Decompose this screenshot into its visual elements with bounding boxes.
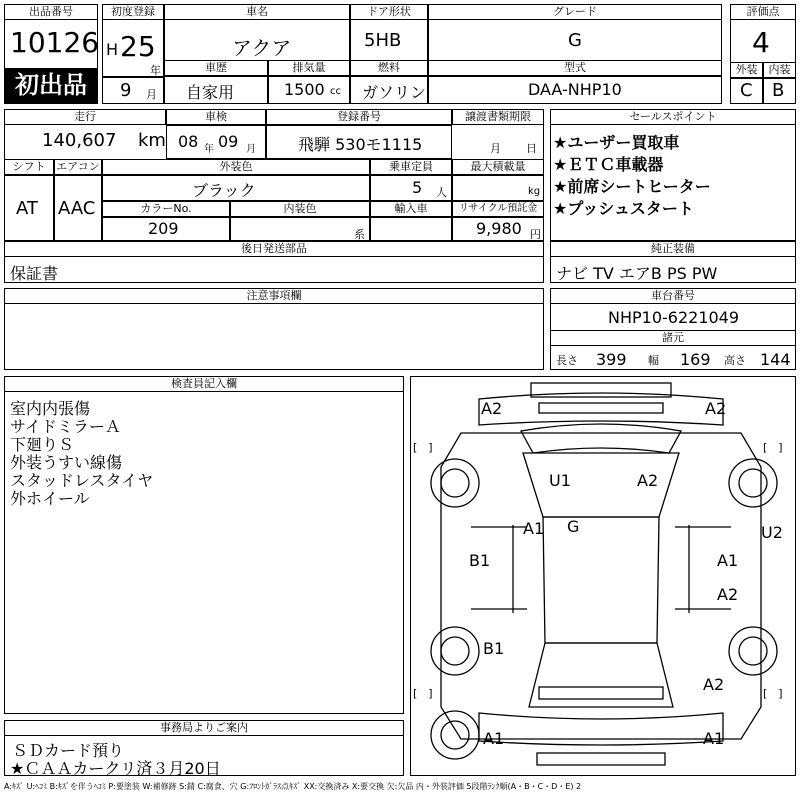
damage-mark: A2 xyxy=(481,399,503,418)
diagram-bracket: [ ] xyxy=(413,687,433,700)
damage-diagram xyxy=(410,376,796,776)
first-listing-badge: 初出品 xyxy=(5,68,97,103)
inspector-line: 室内内張傷 xyxy=(10,399,91,418)
int-color-label: 内装色 xyxy=(230,201,370,217)
int-score: B xyxy=(772,80,785,101)
insp-year: 08 xyxy=(178,132,199,151)
displacement: 1500 xyxy=(284,80,325,99)
first-reg-label: 初度登録 xyxy=(102,4,164,20)
damage-mark: A2 xyxy=(703,675,725,694)
reg-number: 飛騨 530モ1115 xyxy=(298,135,423,154)
damage-mark: G xyxy=(567,517,580,536)
score: 4 xyxy=(752,26,770,59)
int-color-cell xyxy=(230,217,370,241)
chassis-label: 車台番号 xyxy=(550,288,796,304)
damage-mark: U2 xyxy=(761,523,783,542)
import-cell xyxy=(370,217,452,241)
shift: AT xyxy=(16,198,38,219)
transfer-month: 月 xyxy=(490,142,501,155)
damage-mark: A2 xyxy=(705,399,727,418)
height-label: 高さ xyxy=(724,354,746,367)
disp-unit: cc xyxy=(330,86,341,97)
height: 144 xyxy=(760,350,791,369)
sales-point: ★ユーザー買取車 xyxy=(553,133,680,152)
name-label: 車名 xyxy=(164,4,350,20)
legend: A:ｷｽﾞ U:ﾍｺﾐ B:ｷｽﾞを伴うﾍｺﾐ P:要塗装 W:補修跡 S:錆 C:腐食、穴 G:ﾌﾛﾝﾄｶﾞﾗｽ点ｷｽﾞ XX:交換済み X:要交換 欠:欠品 内・外装評価 5段階ﾗﾝｸ順(A・B・C・D・E) 2 xyxy=(4,782,582,791)
width-label: 幅 xyxy=(648,354,659,367)
capacity: 5 xyxy=(412,178,423,197)
reg-label: 登録番号 xyxy=(266,109,452,125)
ext-label: 外装 xyxy=(730,62,763,78)
damage-mark: B1 xyxy=(483,639,505,658)
int-color-unit: 系 xyxy=(354,228,365,241)
mileage-label: 走行 xyxy=(4,109,166,125)
damage-mark: A1 xyxy=(717,551,739,570)
inspector-label: 検査員記入欄 xyxy=(4,376,404,392)
sales-label: セールスポイント xyxy=(550,109,796,125)
displacement-label: 排気量 xyxy=(268,60,350,76)
import-label: 輸入車 xyxy=(370,201,452,217)
inspector-line: サイドミラーＡ xyxy=(10,417,121,436)
reg-month: 9 xyxy=(120,80,132,101)
model-label: 型式 xyxy=(428,60,722,76)
insp-month-unit: 月 xyxy=(246,144,256,155)
history-label: 車歴 xyxy=(164,60,268,76)
lot-number: 10126 xyxy=(10,26,100,59)
inspector-line: スタッドレスタイヤ xyxy=(10,471,154,490)
inspector-line: 外ホイール xyxy=(10,489,90,508)
ac-label: エアコン xyxy=(54,159,102,175)
mileage-unit: km xyxy=(138,130,166,151)
inspection-label: 車検 xyxy=(166,109,266,125)
equipment-value: ナビ TV エアB PS PW xyxy=(556,264,718,283)
office-line: ★ＣＡＡカークリ済３月20日 xyxy=(10,759,221,778)
month-unit: 月 xyxy=(146,88,157,101)
chassis-number: NHP10-6221049 xyxy=(608,308,740,327)
damage-mark: A2 xyxy=(637,471,659,490)
width: 169 xyxy=(680,350,711,369)
sales-point: ★前席シートヒーター xyxy=(553,177,711,196)
sales-point: ★ＥＴＣ車載器 xyxy=(553,155,664,174)
length-label: 長さ xyxy=(556,354,578,367)
car-name: アクア xyxy=(232,36,292,60)
year-unit: 年 xyxy=(150,64,161,77)
fuel: ガソリン xyxy=(362,83,427,102)
ext-score: C xyxy=(740,80,753,101)
transfer-day: 日 xyxy=(526,142,537,155)
office-label: 事務局よりご案内 xyxy=(4,720,404,736)
color: ブラック xyxy=(192,181,256,200)
damage-mark: A1 xyxy=(703,729,725,748)
damage-mark: U1 xyxy=(549,471,571,490)
transfer-label: 譲渡書類期限 xyxy=(452,109,544,125)
door-type: 5HB xyxy=(364,30,402,51)
length: 399 xyxy=(596,350,627,369)
damage-mark: B1 xyxy=(469,551,491,570)
inspector-line: 外装うすい線傷 xyxy=(10,453,123,472)
damage-mark: A2 xyxy=(717,585,739,604)
recycle: 9,980 xyxy=(476,219,522,238)
grade: G xyxy=(568,30,582,51)
later-parts-label: 後日発送部品 xyxy=(4,241,544,257)
diagram-bracket: [ ] xyxy=(763,687,783,700)
lot-label: 出品番号 xyxy=(4,4,98,20)
door-label: ドア形状 xyxy=(350,4,428,20)
car-outline-diagram xyxy=(411,377,796,776)
shift-label: シフト xyxy=(4,159,54,175)
reg-year: 25 xyxy=(120,30,156,63)
office-line: ＳＤカード預り xyxy=(12,741,125,760)
fuel-label: 燃料 xyxy=(350,60,428,76)
diagram-bracket: [ ] xyxy=(413,441,433,454)
notes-label: 注意事項欄 xyxy=(4,288,544,304)
later-parts-value: 保証書 xyxy=(10,264,59,283)
load-label: 最大積載量 xyxy=(452,159,544,175)
era: H xyxy=(106,40,119,59)
insp-year-unit: 年 xyxy=(204,144,214,155)
color-label: 外装色 xyxy=(102,159,370,175)
model: DAA-NHP10 xyxy=(528,80,622,99)
sales-point: ★プッシュスタート xyxy=(553,199,694,218)
color-no: 209 xyxy=(148,219,179,238)
mileage: 140,607 xyxy=(42,130,117,151)
capacity-label: 乗車定員 xyxy=(370,159,452,175)
score-label: 評価点 xyxy=(730,4,796,20)
grade-label: グレード xyxy=(428,4,722,20)
damage-mark: A1 xyxy=(523,519,545,538)
inspector-line: 下廻りＳ xyxy=(10,435,75,454)
ac: AAC xyxy=(58,198,96,219)
int-label: 内装 xyxy=(763,62,796,78)
dims-label: 諸元 xyxy=(550,330,796,346)
diagram-bracket: [ ] xyxy=(763,441,783,454)
damage-mark: A1 xyxy=(483,729,505,748)
month-divider xyxy=(102,76,164,78)
equipment-label: 純正装備 xyxy=(550,241,796,257)
load-unit: kg xyxy=(528,186,541,197)
color-no-label: カラーNo. xyxy=(102,201,230,217)
recycle-unit: 円 xyxy=(530,228,541,241)
recycle-label: リサイクル預託金 xyxy=(452,201,544,217)
insp-month: 09 xyxy=(218,132,239,151)
capacity-unit: 人 xyxy=(436,186,447,199)
history: 自家用 xyxy=(186,83,235,102)
